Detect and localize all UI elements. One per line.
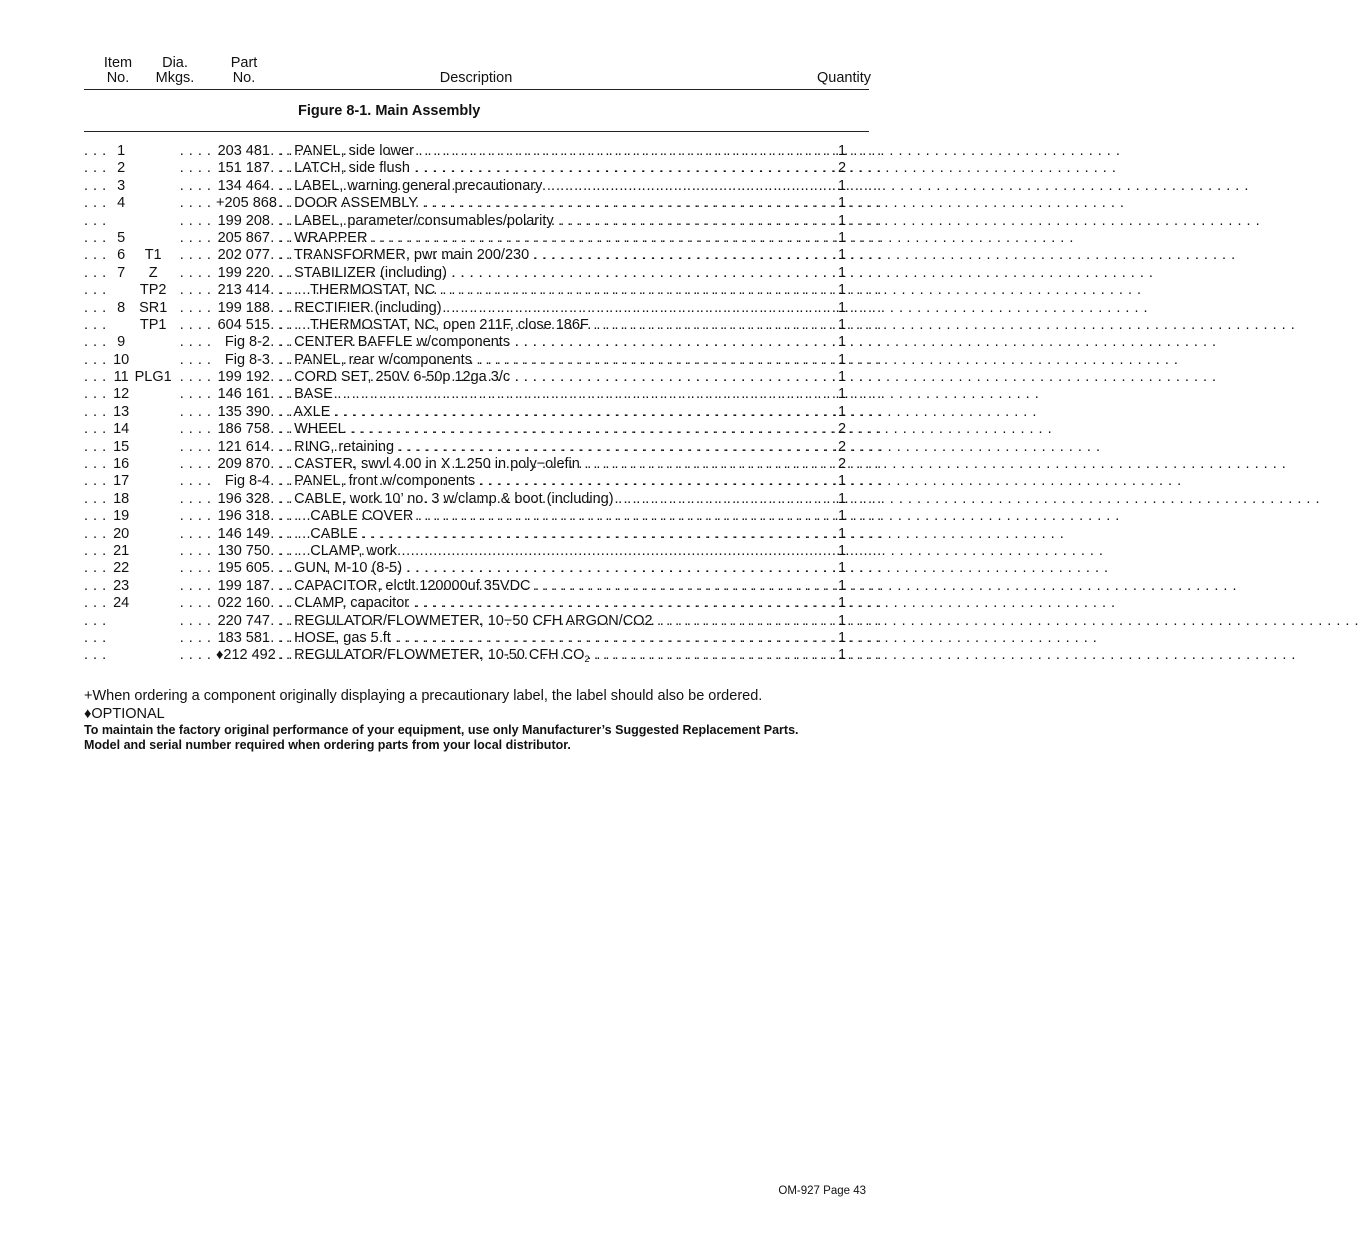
parts-row [84,560,874,577]
description-text: . . CAPACITOR, elctlt 120000uf 35VDC [278,577,531,594]
quantity: 1 [837,316,847,333]
part-number: Fig 8-2 [216,334,270,351]
row-leader [84,578,216,595]
description-text: . . PANEL, side lower [278,143,414,159]
row-leader [84,473,216,490]
parts-row [84,195,874,212]
row-leader [84,143,216,160]
part-description [278,334,828,351]
item-number: 20 [113,525,130,542]
leader-dots [84,369,111,385]
row-leader [84,247,216,264]
row-leader [84,491,216,508]
header-item-line2: No. [106,70,130,86]
quantity: 1 [837,542,847,559]
description-text: . . RECTIFIER (including) [278,299,442,316]
part-number: Fig 8-3 [216,352,270,369]
parts-row [84,300,874,317]
description-text: . . BASE [278,386,333,403]
parts-row [84,508,874,525]
quantity: 1 [837,143,847,159]
description-text: . . AXLE [278,403,331,420]
part-description [278,508,828,525]
header-rule [84,89,869,90]
part-number: 199 208 [217,212,270,229]
leader-dots [84,526,111,542]
description-text: . . CABLE, work 10’ no. 3 w/clamp & boot (including) [278,490,614,507]
description-text: . . GUN, M-10 (8-5) [278,560,403,577]
diagram-marking: SR1 [131,300,175,317]
quantity: 2 [837,438,847,455]
parts-row [84,230,874,247]
item-number: 14 [113,421,130,438]
item-number: 6 [117,247,126,264]
part-description [278,491,828,508]
part-number: 183 581 [217,629,270,646]
row-leader [84,334,216,351]
part-description [278,560,828,577]
leader-dots [84,439,111,455]
parts-row [84,352,874,369]
header-part-line2: No. [232,70,256,86]
part-number: 146 149 [217,525,270,542]
part-description [278,178,828,195]
leader-dots [84,317,111,333]
part-description [278,282,828,299]
description-text: . . TRANSFORMER, pwr main 200/230 [278,247,530,264]
diagram-marking: TP2 [131,282,175,299]
row-leader [84,369,216,386]
leader-dots [84,300,111,316]
item-number: 13 [113,403,130,420]
quantity: 1 [837,212,847,229]
parts-row [84,160,874,177]
parts-row [84,265,874,282]
part-number: +205 868 [216,195,277,212]
row-leader [84,352,216,369]
header-dia [150,56,200,86]
part-number: 220 747 [217,612,270,629]
description-text: . . STABILIZER (including) [278,264,447,281]
parts-row [84,317,874,334]
page-footer: OM-927 Page 43 [778,1185,866,1197]
item-number: 5 [117,229,126,246]
parts-row [84,456,874,473]
part-description [278,352,828,369]
quantity: 1 [837,612,847,629]
leader-dots [84,647,111,663]
parts-row [84,578,874,595]
parts-row [84,491,874,508]
header-item-line1: Item [103,55,133,71]
quantity: 1 [837,577,847,594]
leader-dots [84,613,111,629]
item-number: 12 [113,386,130,403]
parts-row [84,543,874,560]
item-number: 23 [113,577,130,594]
part-number: 202 077 [217,247,270,264]
quantity: 1 [837,403,847,420]
quantity: 1 [837,299,847,316]
parts-row [84,334,874,351]
row-leader [84,560,216,577]
leader-dots [84,282,111,298]
part-number: 195 605 [217,560,270,577]
header-part [222,56,266,86]
part-description [278,456,828,473]
part-number: ♦212 492 [216,647,276,664]
leader-dots [84,491,111,507]
leader-dots [84,630,111,646]
item-number: 21 [113,542,130,559]
part-description [278,404,828,421]
row-leader [84,595,216,612]
part-description [278,526,828,543]
leader-dots [84,143,111,159]
part-description [278,595,828,612]
part-description [278,630,828,647]
quantity: 2 [837,160,847,177]
quantity: 1 [837,508,847,525]
item-number: 9 [117,334,126,351]
description-text: . . REGULATOR/FLOWMETER, 10−50 CFH ARGON/CO2 [278,612,653,629]
item-number: 1 [117,143,126,159]
quantity: 1 [837,334,847,351]
part-description [278,230,828,247]
part-number: 199 220 [217,264,270,281]
part-number: 205 867 [217,229,270,246]
serial-number-note: Model and serial number required when ordering parts from your local distributor. [84,738,571,752]
description-text: . . LABEL, warning general precautionary [278,177,543,194]
part-number: 134 464 [217,177,270,194]
description-text: . . . . CABLE [278,525,358,542]
leader-dots [84,178,111,194]
description-text: . . CLAMP, capacitor [278,595,410,612]
description-text: . . WHEEL [278,421,346,438]
row-leader [84,508,216,525]
part-description [278,247,828,264]
row-leader [84,456,216,473]
quantity: 1 [837,595,847,612]
parts-list [84,143,874,665]
parts-row [84,213,874,230]
item-number: 7 [117,264,126,281]
row-leader [84,300,216,317]
leader-dots [84,247,111,263]
leader-dots [84,421,111,437]
quantity: 1 [837,560,847,577]
part-number: 199 187 [217,577,270,594]
description-text: . . PANEL, rear w/components [278,351,472,368]
quantity: 2 [837,456,847,473]
part-description [278,369,828,386]
parts-row [84,421,874,438]
header-item [98,56,138,86]
part-description [278,421,828,438]
figure-title: Figure 8-1. Main Assembly [298,103,481,119]
item-number: 11 [113,369,129,386]
figure-rule [84,131,869,132]
quantity: 1 [837,282,847,299]
optional-note: ♦OPTIONAL [84,706,165,722]
quantity: 1 [837,351,847,368]
quantity: 1 [837,195,847,212]
item-number: 24 [113,595,130,612]
description-text: . . LATCH, side flush [278,160,410,177]
row-leader [84,526,216,543]
quantity: 1 [837,247,847,264]
precautionary-label-note: +When ordering a component originally displaying a precautionary label, the label should also be ordered. [84,688,763,704]
diagram-marking: T1 [131,247,175,264]
part-number: 022 160 [217,595,270,612]
description-text: . . RING, retaining [278,438,395,455]
parts-row [84,178,874,195]
part-description [278,613,828,630]
part-number: 199 188 [217,299,270,316]
quantity: 1 [837,177,847,194]
part-description [278,386,828,403]
item-number: 16 [113,456,130,473]
item-number: 8 [117,299,126,316]
quantity: 1 [837,264,847,281]
description-text: . . . . THERMOSTAT, NC [278,282,436,299]
description-text: . . . . CLAMP, work [278,542,397,559]
leader-dots [84,195,111,211]
parts-row [84,613,874,630]
quantity: 1 [837,490,847,507]
description-text: . . . . THERMOSTAT, NC, open 211F, close 186F [278,316,589,333]
quantity: 1 [837,369,847,386]
part-number: 203 481 [217,143,270,159]
item-number: 18 [113,490,130,507]
item-number: 19 [113,508,130,525]
quantity: 1 [837,629,847,646]
quantity: 1 [837,525,847,542]
row-leader [84,317,216,334]
part-description [278,160,828,177]
description-subscript: 2 [584,654,590,665]
description-text: . . CASTER, swvl 4.00 in X 1.250 in poly−olefin [278,456,580,473]
replacement-parts-note: To maintain the factory original performance of your equipment, use only Manufacturer’s Suggested Replacement Parts. [84,723,799,737]
quantity: 1 [837,229,847,246]
row-leader [84,386,216,403]
item-number: 10 [113,351,130,368]
row-leader [84,630,216,647]
part-description [278,473,828,490]
row-leader [84,230,216,247]
row-leader [84,178,216,195]
description-text: . . REGULATOR/FLOWMETER, 10-50 CFH CO [278,647,585,664]
diagram-marking: TP1 [131,317,175,334]
part-description [278,300,828,317]
part-number: 186 758 [217,421,270,438]
parts-row [84,630,874,647]
item-number: 2 [117,160,126,177]
parts-row [84,595,874,612]
part-number: 209 870 [217,456,270,473]
quantity: 1 [837,386,847,403]
description-text: . . CORD SET, 250V 6-50p 12ga 3/c [278,369,511,386]
leader-dots [84,578,111,594]
parts-row [84,526,874,543]
item-number: 17 [113,473,130,490]
leader-dots [84,560,111,576]
header-quantity: Quantity [817,70,871,86]
leader-dots [84,456,111,472]
row-leader [84,265,216,282]
part-number: 130 750 [217,542,270,559]
leader-dots [84,213,111,229]
item-number: 22 [113,560,130,577]
row-leader [84,543,216,560]
part-description [278,647,828,668]
row-leader [84,647,216,664]
parts-row [84,369,874,386]
description-text: . . CENTER BAFFLE w/components [278,334,511,351]
part-number: Fig 8-4 [216,473,270,490]
header-dia-line2: Mkgs. [155,70,195,86]
diagram-marking: PLG1 [131,369,175,386]
description-text: . . . . CABLE COVER [278,508,414,525]
parts-row [84,282,874,299]
parts-row [84,647,874,664]
leader-dots [84,473,111,489]
row-leader [84,282,216,299]
row-leader [84,613,216,630]
row-leader [84,404,216,421]
leader-dots [84,352,111,368]
part-number: 196 328 [217,490,270,507]
header-description: Description [439,70,513,86]
quantity: 2 [837,421,847,438]
part-number: 121 614 [217,438,270,455]
description-text: . . WRAPPER [278,229,368,246]
leader-dots [84,508,111,524]
part-description [278,578,828,595]
part-description [278,213,828,230]
row-leader [84,439,216,456]
leader-dots [84,386,111,402]
row-leader [84,421,216,438]
row-leader [84,195,216,212]
part-number: 151 187 [217,160,270,177]
part-number: 213 414 [217,282,270,299]
leader-dots [84,265,111,281]
item-number: 4 [117,195,126,212]
leader-dots [84,595,111,611]
part-number: 135 390 [217,403,270,420]
part-description [278,543,828,560]
row-leader [84,160,216,177]
part-description [278,317,828,334]
description-text: . . DOOR ASSEMBLY [278,195,418,212]
leader-dots [84,160,111,176]
part-number: 146 161 [217,386,270,403]
header-dia-line1: Dia. [162,55,188,71]
description-text: . . HOSE, gas 5 ft [278,629,391,646]
part-number: 199 192 [217,369,270,386]
leader-dots [84,543,111,559]
header-part-line1: Part [230,55,258,71]
part-description [278,439,828,456]
description-text: . . LABEL, parameter/consumables/polarity [278,212,554,229]
description-text: . . PANEL, front w/components [278,473,476,490]
quantity: 1 [837,647,847,664]
part-description [278,143,828,160]
parts-row [84,247,874,264]
quantity: 1 [837,473,847,490]
leader-dots [84,230,111,246]
leader-dots [84,404,111,420]
parts-row [84,143,874,160]
parts-row [84,439,874,456]
parts-row [84,386,874,403]
row-leader [84,213,216,230]
leader-dots [84,334,111,350]
part-description [278,195,828,212]
item-number: 3 [117,177,126,194]
notes [84,687,884,753]
part-description [278,265,828,282]
parts-row [84,473,874,490]
item-number: 15 [113,438,130,455]
part-number: 604 515 [217,316,270,333]
parts-row [84,404,874,421]
part-number: 196 318 [217,508,270,525]
diagram-marking: Z [131,265,175,282]
